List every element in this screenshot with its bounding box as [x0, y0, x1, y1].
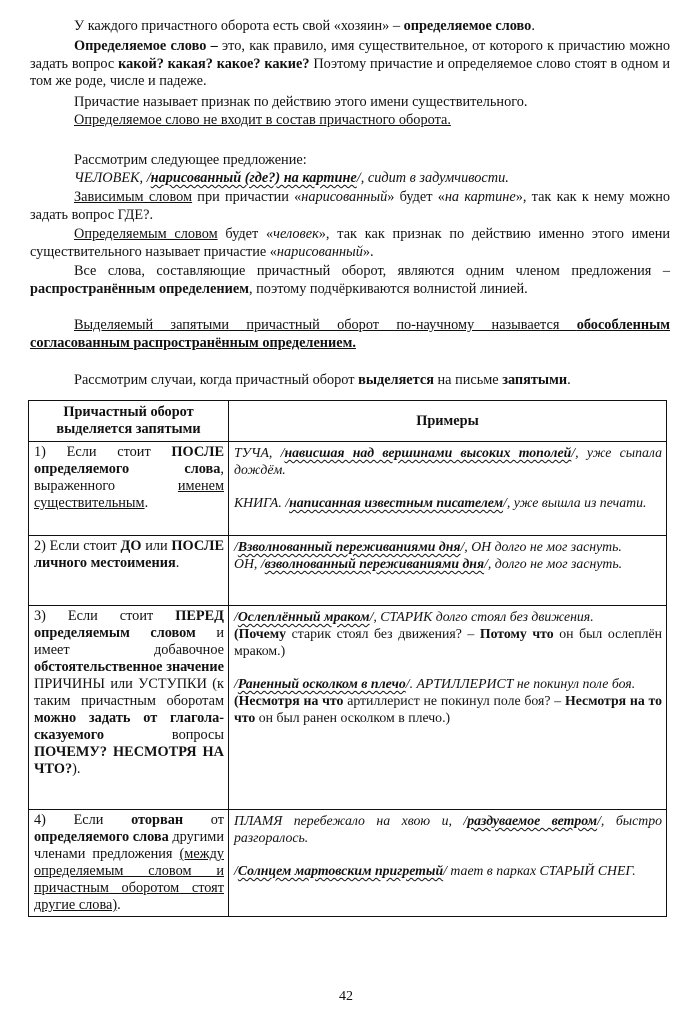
all-words-paragraph: Все слова, составляющие причастный оборот, являются одним членом предложения – распространённым определением, поэтому подчёркиваются волнистой линией.	[30, 263, 670, 297]
example-4a: ПЛАМЯ перебежало на хвою и, /раздуваемое ветром/, быстро разгоралось.	[234, 813, 662, 845]
example-cell-3	[229, 606, 667, 810]
example-sentence: ЧЕЛОВЕК, /нарисованный (где?) на картине/, сидит в задумчивости.	[74, 170, 509, 186]
table-row	[29, 606, 667, 810]
example-2b: ОН, /взволнованный переживаниями дня/, долго не мог заснуть.	[234, 556, 623, 571]
example-cell-4	[229, 810, 667, 917]
table-header-row	[29, 401, 667, 442]
intro-paragraph-3: Причастие называет признак по действию этого имени существительного.	[74, 94, 528, 110]
example-cell-2	[229, 536, 667, 606]
header-examples: Примеры	[229, 401, 667, 442]
question-3b: (Несмотря на что артиллерист не покинул поле боя? – Несмотря на то что он был ранен осколком в плечо.)	[234, 693, 663, 725]
page-number: 42	[339, 989, 353, 1004]
question-3a: (Почему старик стоял без движения? – Потому что он был ослеплён мраком.)	[234, 626, 662, 658]
table-row	[29, 442, 667, 536]
example-1a: ТУЧА, /нависшая над вершинами высоких тополей/, уже сыпала дождём.	[234, 445, 662, 477]
rule-cell-2: 2) Если стоит ДО или ПОСЛЕ личного местоимения.	[29, 536, 229, 606]
rule-cell-1: 1) Если стоит ПОСЛЕ определяемого слова, выраженного именем существительным.	[29, 442, 229, 536]
rules-table	[28, 400, 667, 917]
table-row	[29, 536, 667, 606]
example-3b: /Раненный осколком в плечо/. АРТИЛЛЕРИСТ не покинул поле боя.	[234, 676, 636, 691]
example-lead: Рассмотрим следующее предложение:	[74, 152, 307, 168]
table-row	[29, 810, 667, 917]
example-3a: /Ослеплённый мраком/, СТАРИК долго стоял без движения.	[234, 609, 594, 624]
defined-word-paragraph: Определяемым словом будет «человек», так как признак по действию именно этого имени существительного называет причастие «нарисованный».	[30, 226, 670, 260]
dependent-word-paragraph: Зависимым словом при причастии «нарисованный» будет «на картине», так как к нему можно задать вопрос ГДЕ?.	[30, 189, 670, 223]
header-rule: Причастный оборот выделяется запятыми	[29, 401, 229, 442]
scientific-definition: Выделяемый запятыми причастный оборот по-научному называется обособленным согласованным распространённым определением.	[30, 317, 670, 351]
intro-paragraph-4: Определяемое слово не входит в состав причастного оборота.	[74, 112, 451, 128]
example-cell-1	[229, 442, 667, 536]
cases-lead: Рассмотрим случаи, когда причастный оборот выделяется на письме запятыми.	[74, 372, 571, 388]
intro-paragraph-1: У каждого причастного оборота есть свой «хозяин» – определяемое слово.	[74, 18, 535, 34]
intro-paragraph-2: Определяемое слово – это, как правило, имя существительное, от которого к причастию можно задать вопрос какой? какая? какое? какие? Поэтому причастие и определяемое слово стоят в одном и том же роде, числе и падеже.	[30, 38, 671, 90]
example-4b: /Солнцем мартовским пригретый/ тает в парках СТАРЫЙ СНЕГ.	[234, 863, 636, 878]
rule-cell-3: 3) Если стоит ПЕРЕД определяемым словом и имеет добавочное обстоятельственное значение ПРИЧИНЫ или УСТУПКИ (к таким причастным оборотам можно задать от глагола-сказуемого вопросы ПОЧЕМУ? НЕСМОТРЯ НА ЧТО?).	[29, 606, 229, 810]
rule-cell-4: 4) Если оторван от определяемого слова другими членами предложения (между определяемым словом и причастным оборотом стоят другие слова).	[29, 810, 229, 917]
example-1b: КНИГА. /написанная известным писателем/, уже вышла из печати.	[234, 495, 647, 510]
example-2a: /Взволнованный переживаниями дня/, ОН долго не мог заснуть.	[234, 539, 622, 554]
